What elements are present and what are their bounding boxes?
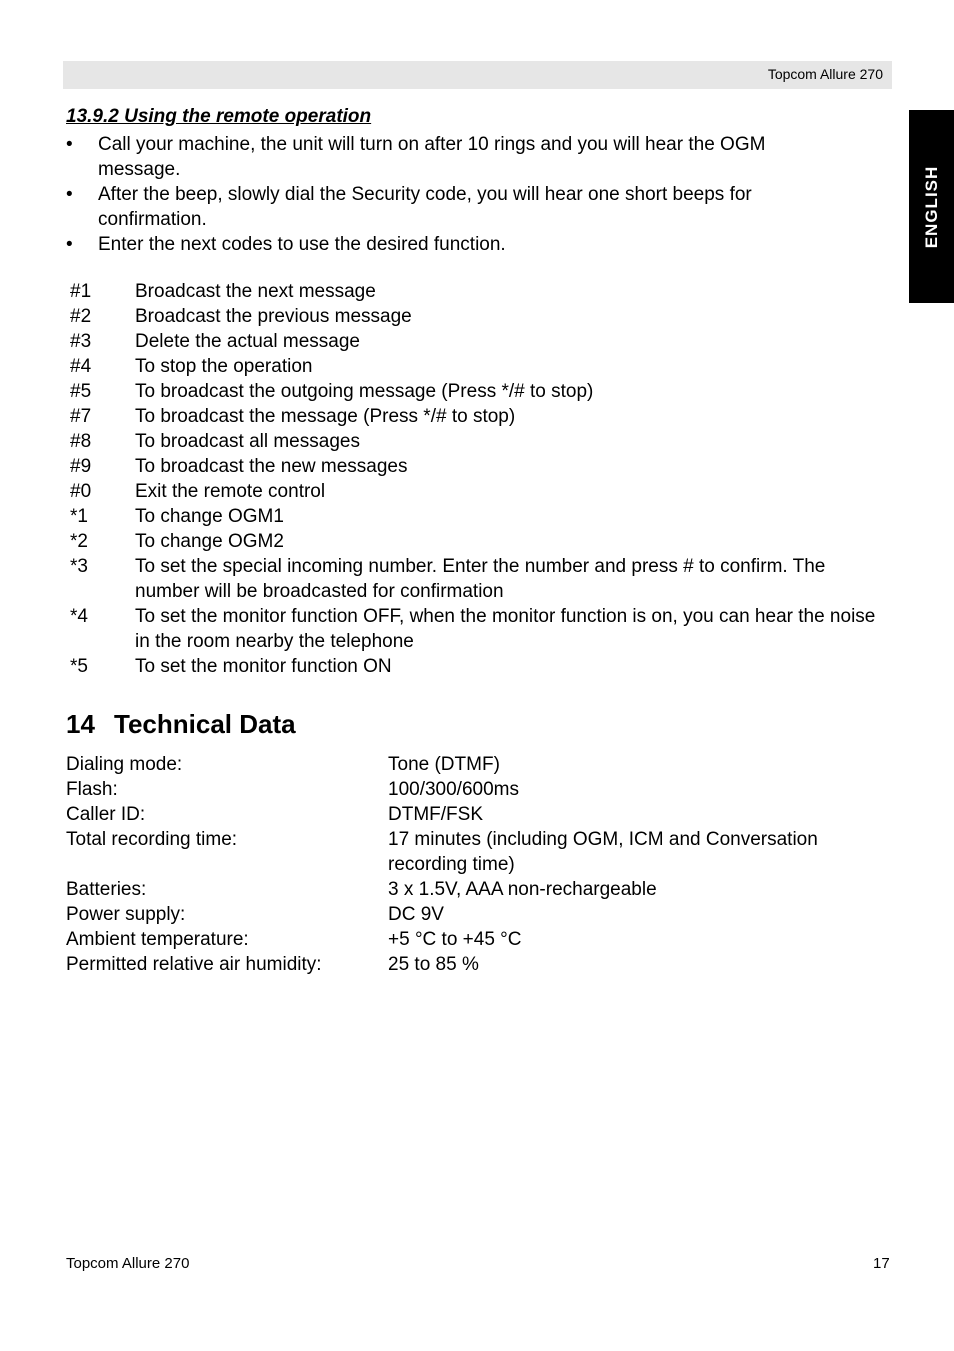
header-title: Topcom Allure 270 (767, 66, 883, 82)
code-description: Broadcast the previous message (135, 306, 412, 327)
code-key: *4 (70, 606, 88, 627)
code-row (70, 329, 890, 354)
code-key: #0 (70, 481, 92, 502)
bullet-text: Enter the next codes to use the desired function. (98, 234, 506, 255)
bullet-list (66, 132, 836, 257)
spec-value: 17 minutes (including OGM, ICM and Conversation recording time) (388, 829, 818, 875)
spec-label: Ambient temperature: (66, 929, 249, 950)
code-row (70, 554, 890, 604)
section-heading: 13.9.2 Using the remote operation (66, 106, 372, 127)
code-key: #7 (70, 406, 92, 427)
chapter-number: 14 (66, 709, 95, 739)
spec-label: Caller ID: (66, 804, 146, 825)
chapter-heading (66, 709, 296, 740)
code-row (70, 479, 890, 504)
code-description: Delete the actual message (135, 331, 360, 352)
code-row (70, 429, 890, 454)
footer-product-name: Topcom Allure 270 (66, 1255, 190, 1272)
code-row (70, 279, 890, 304)
language-tab (909, 110, 954, 303)
code-description: To change OGM2 (135, 531, 284, 552)
spec-label: Dialing mode: (66, 754, 183, 775)
spec-value: DTMF/FSK (388, 804, 483, 825)
bullet-marker: • (66, 184, 73, 205)
spec-value: 100/300/600ms (388, 779, 519, 800)
spec-value: 3 x 1.5V, AAA non-rechargeable (388, 879, 657, 900)
code-row (70, 654, 890, 679)
code-description: To set the monitor function OFF, when the monitor function is on, you can hear the noise in the room nearby the telephone (135, 606, 876, 652)
bullet-marker: • (66, 234, 73, 255)
technical-data-table (66, 752, 866, 977)
spec-row (66, 952, 866, 977)
code-key: #1 (70, 281, 92, 302)
code-row (70, 354, 890, 379)
list-item (66, 232, 836, 257)
spec-value: +5 °C to +45 °C (388, 929, 522, 950)
spec-row (66, 877, 866, 902)
spec-row (66, 927, 866, 952)
code-key: #4 (70, 356, 92, 377)
code-key: #9 (70, 456, 92, 477)
list-item (66, 182, 836, 232)
spec-label: Batteries: (66, 879, 147, 900)
page-number: 17 (873, 1255, 890, 1272)
code-row (70, 379, 890, 404)
spec-value: Tone (DTMF) (388, 754, 500, 775)
code-description: To broadcast the new messages (135, 456, 408, 477)
spec-label: Permitted relative air humidity: (66, 954, 322, 975)
code-row (70, 504, 890, 529)
code-description: To broadcast the message (Press */# to stop) (135, 406, 516, 427)
remote-code-list (70, 279, 890, 679)
spec-row (66, 902, 866, 927)
code-description: To broadcast all messages (135, 431, 360, 452)
spec-label: Power supply: (66, 904, 186, 925)
list-item (66, 132, 836, 182)
code-description: Exit the remote control (135, 481, 326, 502)
code-key: *5 (70, 656, 88, 677)
code-row (70, 529, 890, 554)
code-description: To broadcast the outgoing message (Press */# to stop) (135, 381, 594, 402)
code-row (70, 304, 890, 329)
language-tab-label: ENGLISH (921, 165, 941, 248)
code-description: To set the monitor function ON (135, 656, 392, 677)
code-key: #3 (70, 331, 92, 352)
code-key: *1 (70, 506, 88, 527)
bullet-marker: • (66, 134, 73, 155)
chapter-title: Technical Data (114, 709, 296, 739)
spec-value: 25 to 85 % (388, 954, 479, 975)
bullet-text: After the beep, slowly dial the Security code, you will hear one short beeps for confirmation. (98, 184, 752, 230)
code-key: *3 (70, 556, 88, 577)
code-key: #5 (70, 381, 92, 402)
page-header (63, 61, 892, 89)
bullet-text: Call your machine, the unit will turn on after 10 rings and you will hear the OGM message. (98, 134, 766, 180)
code-key: #2 (70, 306, 92, 327)
code-row (70, 604, 890, 654)
code-key: *2 (70, 531, 88, 552)
code-description: To set the special incoming number. Enter the number and press # to confirm. The number will be broadcasted for confirmation (135, 556, 826, 602)
spec-row (66, 802, 866, 827)
spec-row (66, 827, 866, 877)
spec-value: DC 9V (388, 904, 444, 925)
spec-label: Total recording time: (66, 829, 238, 850)
spec-row (66, 777, 866, 802)
spec-label: Flash: (66, 779, 118, 800)
code-description: Broadcast the next message (135, 281, 376, 302)
code-key: #8 (70, 431, 92, 452)
code-row (70, 404, 890, 429)
code-description: To change OGM1 (135, 506, 284, 527)
code-description: To stop the operation (135, 356, 313, 377)
code-row (70, 454, 890, 479)
spec-row (66, 752, 866, 777)
